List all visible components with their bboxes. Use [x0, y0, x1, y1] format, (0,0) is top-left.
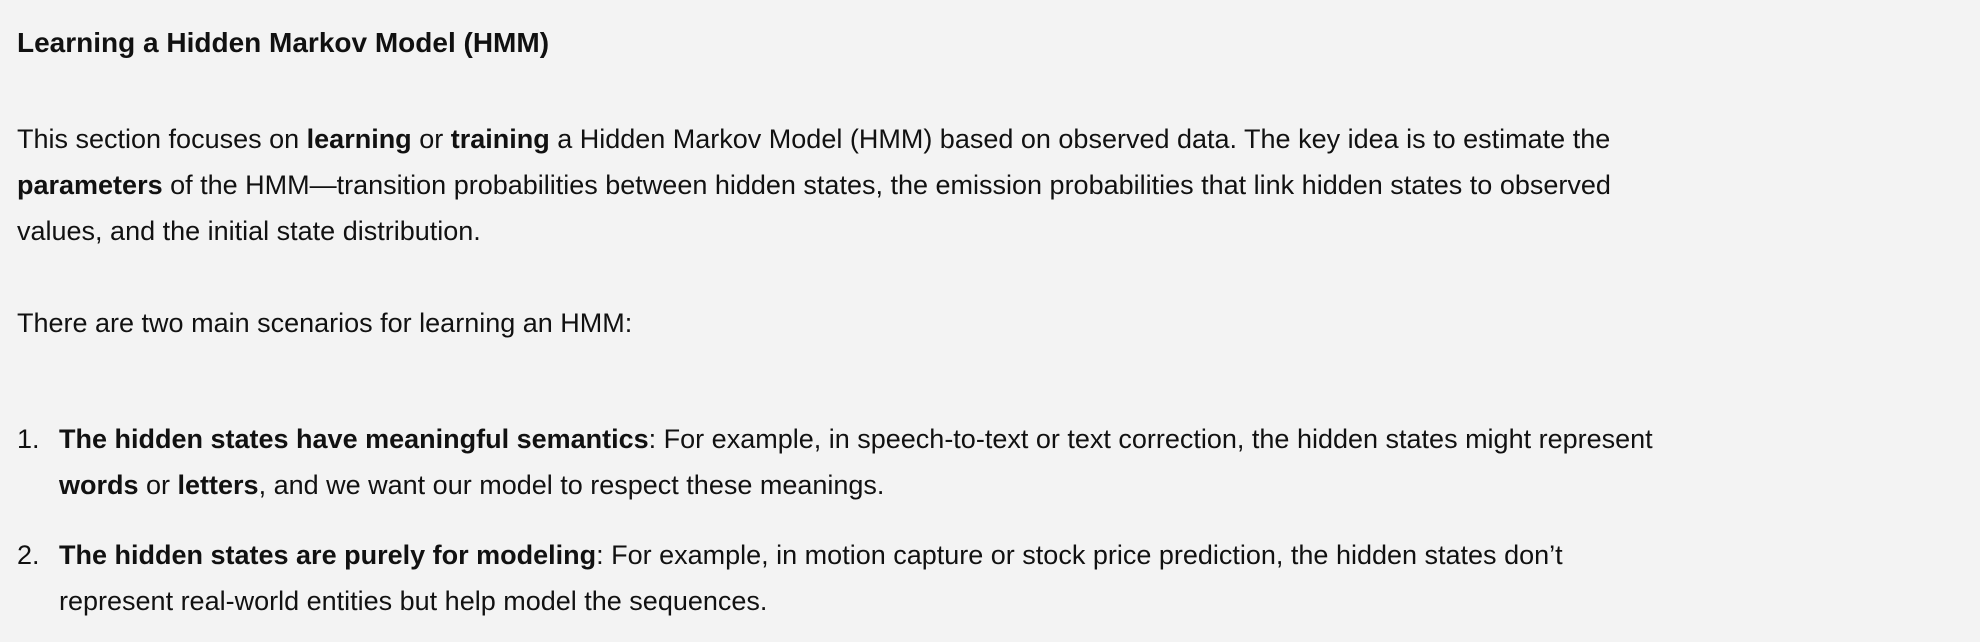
- bold-term-training: training: [450, 124, 550, 154]
- list-item-line: [59, 416, 1653, 462]
- intro-text: or: [411, 124, 451, 154]
- scenarios-intro: There are two main scenarios for learning an HMM:: [17, 308, 633, 338]
- intro-text: This section focuses on: [17, 124, 307, 154]
- list-item-body: [59, 416, 1653, 508]
- list-text: represent real-world entities but help model the sequences.: [59, 586, 768, 616]
- intro-text: of the HMM—transition probabilities between hidden states, the emission probabilities that link hidden states to observed: [162, 170, 1611, 200]
- bold-term-parameters: parameters: [17, 170, 163, 200]
- list-text: or: [138, 470, 178, 500]
- bold-term: The hidden states have meaningful semantics: [59, 424, 649, 454]
- list-marker: 1.: [17, 424, 40, 454]
- intro-line-1: [17, 116, 1611, 162]
- list-item-line: [59, 462, 1653, 508]
- intro-text: a Hidden Markov Model (HMM) based on observed data. The key idea is to estimate the: [549, 124, 1611, 154]
- bold-term-words: words: [59, 470, 139, 500]
- list-marker: 2.: [17, 540, 40, 570]
- intro-line-2: [17, 162, 1611, 208]
- bold-term-learning: learning: [306, 124, 412, 154]
- list-text: , and we want our model to respect these meanings.: [258, 470, 885, 500]
- list-text: : For example, in motion capture or stock price prediction, the hidden states don’t: [596, 540, 1563, 570]
- list-item-line: [59, 532, 1563, 578]
- bold-term: The hidden states are purely for modeling: [59, 540, 597, 570]
- intro-text: values, and the initial state distribution.: [17, 216, 481, 246]
- section-heading: Learning a Hidden Markov Model (HMM): [17, 27, 550, 58]
- intro-line-3: [17, 208, 1611, 254]
- list-text: : For example, in speech-to-text or text correction, the hidden states might represent: [648, 424, 1653, 454]
- list-item-body: [59, 532, 1563, 624]
- list-item-line: [59, 578, 1563, 624]
- bold-term-letters: letters: [177, 470, 259, 500]
- intro-paragraph: [17, 116, 1611, 254]
